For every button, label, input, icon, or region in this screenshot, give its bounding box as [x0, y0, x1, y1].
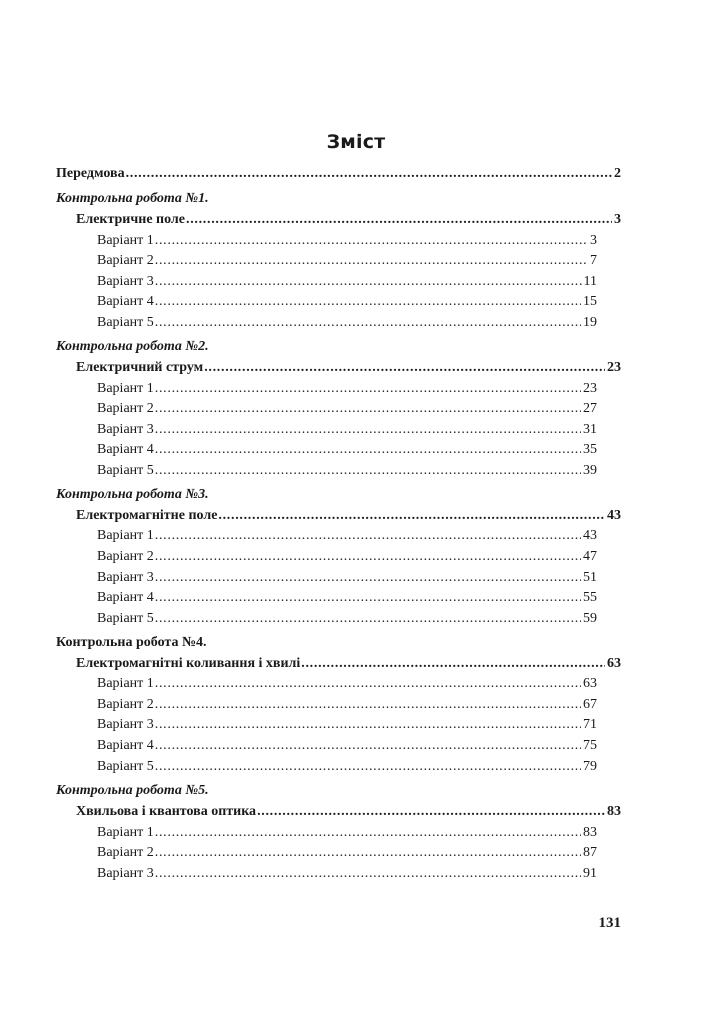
toc-variant-page: 3	[590, 233, 597, 248]
toc-variant[interactable]	[97, 674, 597, 694]
toc-variant[interactable]	[97, 272, 597, 292]
toc-variant-label: Варіант 4	[97, 442, 154, 457]
toc-variant-label: Варіант 4	[97, 738, 154, 753]
toc-variant-label: Варіант 3	[97, 570, 154, 585]
dot-leader	[155, 547, 581, 567]
toc-variant-page: 51	[583, 570, 597, 585]
toc-variant-label: Варіант 4	[97, 590, 154, 605]
toc-variant-label: Варіант 5	[97, 315, 154, 330]
dot-leader	[155, 379, 581, 399]
toc-variant[interactable]	[97, 526, 597, 546]
toc-section-label: Електромагнітні коливання і хвилі	[76, 656, 301, 671]
toc-variant[interactable]	[97, 461, 597, 481]
toc-variant-page: 19	[583, 315, 597, 330]
toc-variant-label: Варіант 5	[97, 463, 154, 478]
work-heading-1: Контрольна робота №1.	[56, 191, 209, 206]
toc-variant[interactable]	[97, 568, 597, 588]
page-number: 131	[598, 915, 621, 931]
toc-variant-label: Варіант 1	[97, 381, 154, 396]
dot-leader	[155, 272, 582, 292]
toc-variant-page: 35	[583, 442, 597, 457]
toc-variant-page: 39	[583, 463, 597, 478]
toc-variant-label: Варіант 3	[97, 717, 154, 732]
toc-variant-page: 43	[583, 528, 597, 543]
toc-section-5[interactable]	[76, 802, 621, 822]
work-heading-5: Контрольна робота №5.	[56, 783, 209, 798]
toc-variant[interactable]	[97, 440, 597, 460]
toc-variant-label: Варіант 5	[97, 759, 154, 774]
toc-variant-page: 63	[583, 676, 597, 691]
dot-leader	[155, 231, 588, 251]
toc-variant[interactable]	[97, 379, 597, 399]
toc-variant-label: Варіант 1	[97, 825, 154, 840]
toc-variant-label: Варіант 2	[97, 697, 154, 712]
dot-leader	[155, 674, 581, 694]
toc-variant[interactable]	[97, 757, 597, 777]
dot-leader	[301, 654, 605, 674]
toc-variant[interactable]	[97, 715, 597, 735]
work-heading-3: Контрольна робота №3.	[56, 487, 209, 502]
toc-section-3[interactable]	[76, 506, 621, 526]
dot-leader	[155, 757, 581, 777]
dot-leader	[204, 358, 605, 378]
toc-variant-label: Варіант 1	[97, 233, 154, 248]
toc-variant[interactable]	[97, 588, 597, 608]
toc-section-page: 23	[607, 360, 621, 375]
toc-variant-label: Варіант 4	[97, 294, 154, 309]
toc-variant-label: Варіант 2	[97, 845, 154, 860]
toc-section-label: Електричне поле	[76, 212, 185, 227]
toc-entry-preface[interactable]	[56, 164, 621, 184]
dot-leader	[155, 715, 581, 735]
toc-variant-page: 15	[583, 294, 597, 309]
toc-variant-label: Варіант 3	[97, 274, 154, 289]
toc-variant[interactable]	[97, 251, 597, 271]
toc-variant-label: Варіант 2	[97, 549, 154, 564]
toc-entry-page: 2	[614, 166, 621, 181]
toc-variant-page: 59	[583, 611, 597, 626]
dot-leader	[218, 506, 605, 526]
dot-leader	[155, 609, 581, 629]
toc-section-label: Електричний струм	[76, 360, 204, 375]
toc-variant-label: Варіант 1	[97, 528, 154, 543]
dot-leader	[126, 164, 612, 184]
dot-leader	[155, 420, 581, 440]
dot-leader	[155, 568, 581, 588]
toc-variant[interactable]	[97, 823, 597, 843]
toc-variant-page: 75	[583, 738, 597, 753]
toc-variant-page: 11	[583, 274, 597, 289]
toc-variant-page: 87	[583, 845, 597, 860]
toc-variant-page: 7	[590, 253, 597, 268]
toc-variant-page: 47	[583, 549, 597, 564]
toc-variant[interactable]	[97, 292, 597, 312]
dot-leader	[155, 461, 581, 481]
toc-section-page: 43	[607, 508, 621, 523]
toc-variant-page: 79	[583, 759, 597, 774]
work-heading-4: Контрольна робота №4.	[56, 635, 207, 650]
toc-variant[interactable]	[97, 609, 597, 629]
toc-section-label: Хвильова і квантова оптика	[76, 804, 257, 819]
toc-section-page: 63	[607, 656, 621, 671]
dot-leader	[155, 440, 581, 460]
toc-variant-page: 67	[583, 697, 597, 712]
dot-leader	[155, 399, 581, 419]
toc-variant-page: 23	[583, 381, 597, 396]
dot-leader	[155, 292, 581, 312]
toc-variant-label: Варіант 2	[97, 401, 154, 416]
toc-variant[interactable]	[97, 399, 597, 419]
toc-variant-page: 27	[583, 401, 597, 416]
toc-section-4[interactable]	[76, 654, 621, 674]
dot-leader	[155, 588, 581, 608]
dot-leader	[186, 210, 612, 230]
toc-variant[interactable]	[97, 313, 597, 333]
toc-variant-label: Варіант 5	[97, 611, 154, 626]
toc-variant[interactable]	[97, 420, 597, 440]
toc-variant[interactable]	[97, 231, 597, 251]
toc-variant-label: Варіант 1	[97, 676, 154, 691]
toc-section-page: 3	[614, 212, 621, 227]
toc-entry-label: Передмова	[56, 166, 125, 181]
dot-leader	[155, 526, 581, 546]
toc-variant-label: Варіант 3	[97, 422, 154, 437]
toc-variant-page: 55	[583, 590, 597, 605]
toc-variant-label: Варіант 3	[97, 866, 154, 881]
dot-leader	[155, 313, 581, 333]
toc-section-1[interactable]	[76, 210, 621, 230]
toc-section-label: Електромагнітне поле	[76, 508, 218, 523]
toc-variant-page: 91	[583, 866, 597, 881]
toc-section-page: 83	[607, 804, 621, 819]
toc-variant-label: Варіант 2	[97, 253, 154, 268]
toc-variant-page: 71	[583, 717, 597, 732]
dot-leader	[155, 736, 581, 756]
page-title: Зміст	[326, 131, 386, 153]
dot-leader	[155, 864, 581, 884]
toc-variant-page: 83	[583, 825, 597, 840]
dot-leader	[155, 843, 581, 863]
dot-leader	[257, 802, 605, 822]
dot-leader	[155, 823, 581, 843]
toc-section-2[interactable]	[76, 358, 621, 378]
toc-variant[interactable]	[97, 695, 597, 715]
work-heading-2: Контрольна робота №2.	[56, 339, 209, 354]
toc-variant-page: 31	[583, 422, 597, 437]
toc-variant[interactable]	[97, 736, 597, 756]
toc-variant[interactable]	[97, 864, 597, 884]
toc-variant[interactable]	[97, 547, 597, 567]
dot-leader	[155, 695, 581, 715]
dot-leader	[155, 251, 588, 271]
toc-variant[interactable]	[97, 843, 597, 863]
